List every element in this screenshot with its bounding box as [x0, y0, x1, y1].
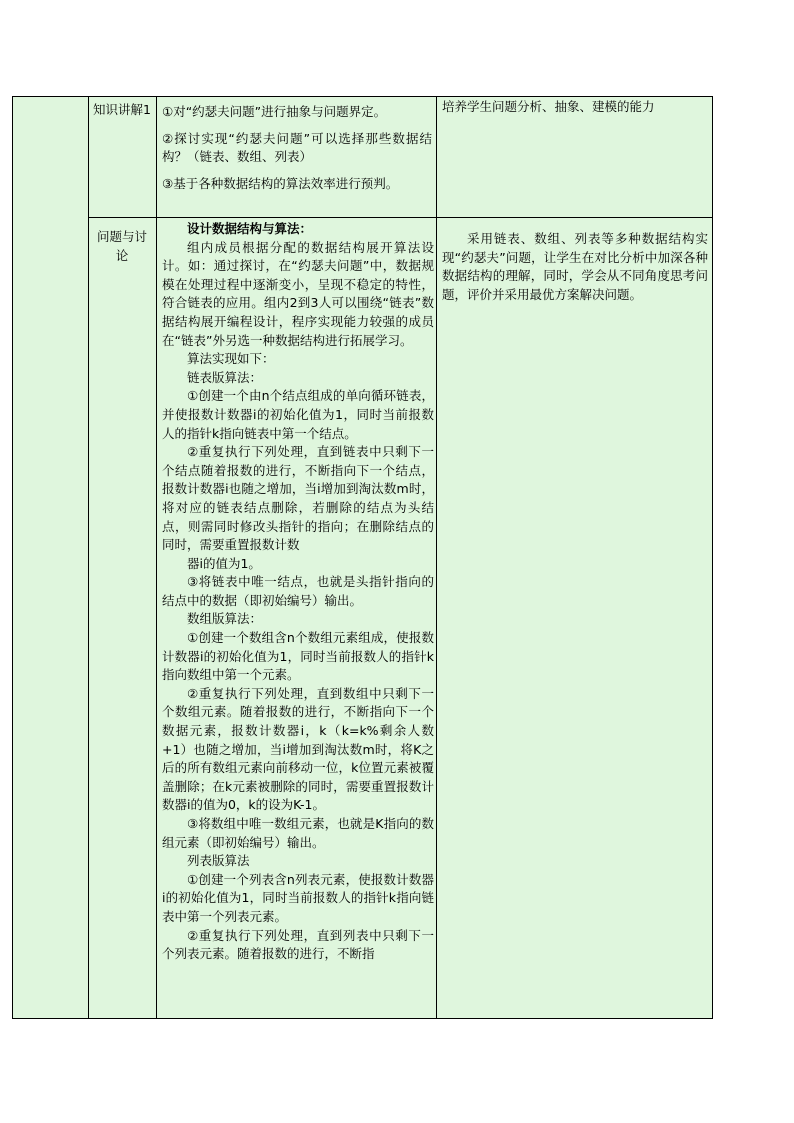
content-paragraph: 数组版算法：: [187, 611, 263, 627]
content-paragraph: 列表版算法: [187, 853, 250, 869]
content-paragraph: ③将数组中唯一数组元素，也就是K指向的数组元素（即初始编号）输出。: [162, 816, 434, 850]
knowledge-content: [162, 103, 432, 193]
table-border-top: [12, 96, 713, 97]
column-divider: [156, 96, 157, 1019]
table-border-right: [712, 96, 713, 1019]
discussion-content: [162, 220, 434, 1018]
table-border-bottom: [12, 1018, 713, 1019]
content-paragraph: 算法实现如下：: [187, 351, 275, 367]
content-paragraph: ①对“约瑟夫问题”进行抽象与问题界定。: [162, 104, 387, 119]
content-paragraph: ②重复执行下列处理，直到链表中只剩下一个结点随着报数的进行，不断指向下一个结点，报数计数器i也随之增加，当i增加到淘汰数m时，将对应的链表结点删除，若删除的结点为头结点，则需同时修改头指针的指向；在删除结点的同时，需要重置报数计数: [162, 444, 434, 553]
content-paragraph: ①创建一个数组含n个数组元素组成，使报数计数器i的初始化值为1，同时当前报数人的指针k指向数组中第一个元素。: [162, 630, 434, 683]
content-paragraph: ②重复执行下列处理，直到数组中只剩下一个数组元素。随着报数的进行，不断指向下一个数据元素，报数计数器i，k（k=k%剩余人数+1）也随之增加，当i增加到淘汰数m时，将K之后的所有数组元素向前移动一位，k位置元素被覆盖删除；在k元素被删除的同时，需要重置报数计数器i的值为0，k的设为K-1。: [162, 685, 434, 813]
content-paragraph: ②探讨实现“约瑟夫问题”可以选择那些数据结构？（链表、数组、列表）: [162, 130, 432, 165]
row-label-knowledge: 知识讲解1: [93, 102, 151, 117]
content-paragraph: ①创建一个列表含n列表元素，使报数计数器i的初始化值为1，同时当前报数人的指针k指向链表中第一个列表元素。: [162, 871, 434, 924]
content-paragraph: ③基于各种数据结构的算法效率进行预判。: [162, 175, 399, 191]
section-title: 设计数据结构与算法：: [187, 221, 313, 236]
column-divider: [88, 96, 89, 1019]
column-divider: [436, 96, 437, 1019]
table-border-left: [12, 96, 13, 1019]
content-paragraph: ②重复执行下列处理，直到列表中只剩下一个列表元素。随着报数的进行，不断指: [162, 927, 434, 962]
row-label-discussion: 问题与讨论: [96, 229, 147, 263]
content-paragraph: ①创建一个由n个结点组成的单向循环链表，并使报数计数器i的初始化值为1，同时当前报数人的指针k指向链表中第一个结点。: [162, 388, 434, 441]
row-divider: [88, 217, 713, 218]
knowledge-goal: 培养学生问题分析、抽象、建模的能力: [442, 99, 655, 114]
content-paragraph: 链表版算法：: [187, 369, 263, 385]
lesson-plan-table: [12, 96, 713, 1019]
content-paragraph: 器i的值为1。: [187, 555, 261, 571]
discussion-goal: 采用链表、数组、列表等多种数据结构实现“约瑟夫”问题，让学生在对比分析中加深各种数据结构的理解，同时，学会从不同角度思考问题，评价并采用最优方案解决问题。: [442, 231, 708, 302]
content-paragraph: 组内成员根据分配的数据结构展开算法设计。如：通过探讨，在“约瑟夫问题”中，数据规模在处理过程中逐渐变小，呈现不稳定的特性，符合链表的应用。组内2到3人可以围绕“链表”数据结构展开编程设计，程序实现能力较强的成员在“链表”外另选一种数据结构进行拓展学习。: [162, 239, 434, 348]
content-paragraph: ③将链表中唯一结点，也就是头指针指向的结点中的数据（即初始编号）输出。: [162, 574, 434, 608]
